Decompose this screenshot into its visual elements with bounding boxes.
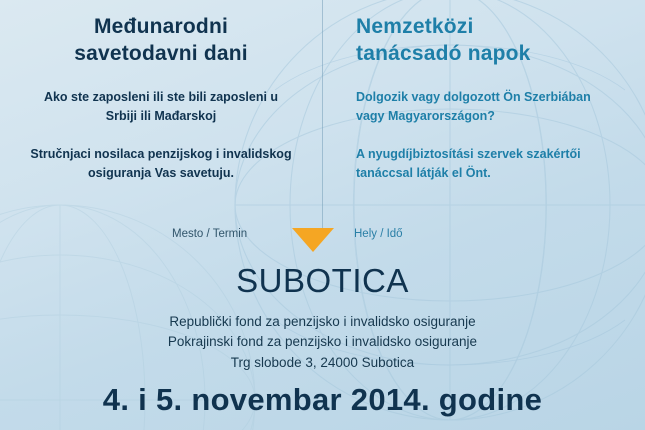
serbian-paragraph-2: Stručnjaci nosilaca penzijskog i invalidskog osiguranja Vas savetuju. — [30, 146, 292, 180]
hungarian-title — [356, 14, 616, 68]
hungarian-paragraph-1: Dolgozik vagy dolgozott Ön Szerbiában vagy Magyarországon? — [356, 89, 591, 124]
serbian-column — [0, 0, 322, 235]
hungarian-paragraph-2: A nyugdíjbiztosítási szervek szakértői tanáccsal látják el Önt. — [356, 146, 581, 180]
address-line-2: Pokrajinski fond za penzijsko i invalidsko osiguranje — [167, 334, 478, 350]
serbian-title — [28, 14, 294, 68]
hungarian-title-line1: Nemzetközi — [356, 15, 474, 38]
serbian-title-line2: savetodavni dani — [74, 41, 248, 65]
event-date: 4. i 5. novembar 2014. godine — [102, 382, 543, 417]
serbian-title-line1: Međunarodni — [93, 15, 229, 38]
serbian-paragraph-1: Ako ste zaposleni ili ste bili zaposleni u Srbiji ili Mađarskoj — [43, 89, 279, 124]
hungarian-column — [322, 0, 644, 235]
address-block — [0, 312, 645, 373]
serbian-place-time-label: Mesto / Termin — [172, 228, 248, 240]
address-line-3: Trg slobode 3, 24000 Subotica — [230, 354, 415, 370]
address-line-1: Republički fond za penzijsko i invalidsko osiguranje — [169, 314, 476, 329]
hungarian-place-time-label: Hely / Idő — [354, 228, 403, 240]
hungarian-title-line2: tanácsadó napok — [356, 41, 531, 65]
city-name: SUBOTICA — [236, 262, 409, 299]
arrow-down-icon — [292, 228, 334, 252]
